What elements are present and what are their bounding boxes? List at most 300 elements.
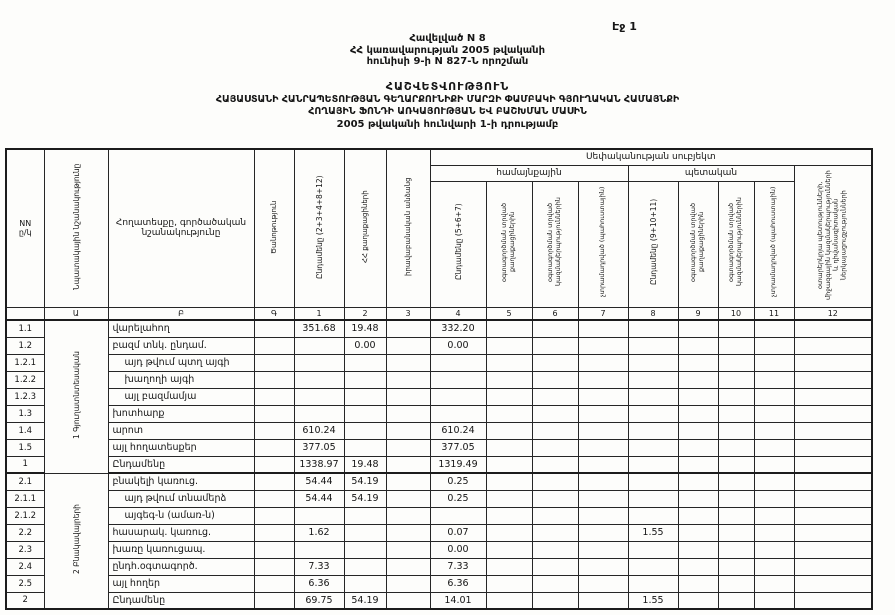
value-cell-col-3 (386, 337, 430, 354)
note-cell (254, 405, 294, 422)
value-cell-col-3 (386, 388, 430, 405)
value-cell-col-12 (794, 524, 872, 541)
value-cell-col-3 (386, 524, 430, 541)
note-cell (254, 575, 294, 592)
value-cell-col-8 (628, 490, 678, 507)
value-cell-col-3 (386, 558, 430, 575)
value-cell-col-8 (628, 558, 678, 575)
value-cell-col-2 (344, 524, 386, 541)
value-cell-col-12 (794, 320, 872, 337)
land-type-cell: բազմ տնկ. ընդամ. (108, 337, 254, 354)
value-cell-col-7 (578, 473, 628, 490)
value-cell-col-12 (794, 354, 872, 371)
value-cell-col-11 (754, 405, 794, 422)
value-cell-col-12 (794, 439, 872, 456)
value-cell-col-1: 54.44 (294, 490, 344, 507)
group-label: 1 Գյուղատնտեսական (71, 351, 81, 440)
value-cell-col-3 (386, 405, 430, 422)
value-cell-col-3 (386, 490, 430, 507)
value-cell-col-8 (628, 507, 678, 524)
value-cell-col-12 (794, 422, 872, 439)
value-cell-col-9 (678, 337, 718, 354)
value-cell-col-2 (344, 575, 386, 592)
note-cell (254, 439, 294, 456)
column-letter: Գ (254, 307, 294, 320)
value-cell-col-11 (754, 575, 794, 592)
value-cell-col-10 (718, 388, 754, 405)
value-cell-col-8 (628, 388, 678, 405)
table-row (6, 575, 872, 592)
report-title-block (0, 80, 895, 130)
value-cell-col-7 (578, 439, 628, 456)
state-citizens-header: օգտագործման տրված քաղաքացիներին (678, 181, 718, 307)
value-cell-col-12 (794, 575, 872, 592)
value-cell-col-2 (344, 422, 386, 439)
land-type-cell: այլ բազմամյա (108, 388, 254, 405)
value-cell-col-9 (678, 575, 718, 592)
value-cell-col-1: 69.75 (294, 592, 344, 609)
value-cell-col-11 (754, 354, 794, 371)
table-row (6, 439, 872, 456)
value-cell-col-2: 19.48 (344, 320, 386, 337)
appendix-line-3: հունիսի 9-ի N 827-Ն որոշման (366, 56, 529, 67)
value-cell-col-5 (486, 354, 532, 371)
value-cell-col-12 (794, 337, 872, 354)
value-cell-col-8 (628, 405, 678, 422)
value-cell-col-8 (628, 473, 678, 490)
ownership-subject-header: Սեփականության սուբյեկտ (430, 149, 872, 165)
value-cell-col-9 (678, 320, 718, 337)
value-cell-col-12 (794, 490, 872, 507)
land-type-cell: վարելահող (108, 320, 254, 337)
value-cell-col-8 (628, 541, 678, 558)
value-cell-col-1 (294, 337, 344, 354)
total-all-header: Ընդամենը (2+3+4+8+12) (294, 149, 344, 307)
value-cell-col-10 (718, 541, 754, 558)
row-number-cell: 2.1 (6, 473, 44, 490)
value-cell-col-3 (386, 422, 430, 439)
value-cell-col-4: 6.36 (430, 575, 486, 592)
row-number-cell: 1.5 (6, 439, 44, 456)
value-cell-col-8 (628, 337, 678, 354)
group-label-cell (44, 473, 108, 609)
value-cell-col-4 (430, 354, 486, 371)
value-cell-col-5 (486, 388, 532, 405)
value-cell-col-2 (344, 371, 386, 388)
value-cell-col-4: 332.20 (430, 320, 486, 337)
value-cell-col-5 (486, 422, 532, 439)
column-number: 2 (344, 307, 386, 320)
purpose-header: Նպատակային նշանակությունը (44, 149, 108, 307)
value-cell-col-1 (294, 388, 344, 405)
value-cell-col-12 (794, 473, 872, 490)
value-cell-col-6 (532, 388, 578, 405)
value-cell-col-1: 1.62 (294, 524, 344, 541)
value-cell-col-4: 0.25 (430, 473, 486, 490)
table-row (6, 320, 872, 337)
value-cell-col-8: 1.55 (628, 592, 678, 609)
value-cell-col-1 (294, 371, 344, 388)
note-cell (254, 388, 294, 405)
value-cell-col-10 (718, 592, 754, 609)
value-cell-col-11 (754, 388, 794, 405)
value-cell-col-10 (718, 371, 754, 388)
value-cell-col-4: 1319.49 (430, 456, 486, 473)
column-number: 3 (386, 307, 430, 320)
value-cell-col-8: 1.55 (628, 524, 678, 541)
value-cell-col-10 (718, 439, 754, 456)
value-cell-col-12 (794, 558, 872, 575)
row-number-cell: 1.3 (6, 405, 44, 422)
value-cell-col-3 (386, 541, 430, 558)
note-cell (254, 558, 294, 575)
value-cell-col-8 (628, 320, 678, 337)
citizens-header: ՀՀ քաղաքացիների (344, 149, 386, 307)
value-cell-col-9 (678, 473, 718, 490)
value-cell-col-1 (294, 507, 344, 524)
value-cell-col-2 (344, 405, 386, 422)
value-cell-col-1: 610.24 (294, 422, 344, 439)
table-row (6, 371, 872, 388)
appendix-reference (0, 33, 895, 68)
column-number: 6 (532, 307, 578, 320)
column-number: 11 (754, 307, 794, 320)
table-row (6, 507, 872, 524)
row-number-cell: 2.1.1 (6, 490, 44, 507)
value-cell-col-9 (678, 388, 718, 405)
value-cell-col-12 (794, 592, 872, 609)
value-cell-col-12 (794, 371, 872, 388)
community-header: համայնքային (430, 165, 628, 181)
row-number-cell: 1.1 (6, 320, 44, 337)
land-type-cell: խաղողի այգի (108, 371, 254, 388)
value-cell-col-5 (486, 524, 532, 541)
value-cell-col-9 (678, 354, 718, 371)
value-cell-col-11 (754, 320, 794, 337)
value-cell-col-2: 19.48 (344, 456, 386, 473)
value-cell-col-6 (532, 541, 578, 558)
value-cell-col-11 (754, 337, 794, 354)
land-type-cell: խոտհարք (108, 405, 254, 422)
state-header: պետական (628, 165, 794, 181)
group-total-row (6, 592, 872, 609)
value-cell-col-7 (578, 592, 628, 609)
value-cell-col-11 (754, 422, 794, 439)
value-cell-col-10 (718, 558, 754, 575)
state-total-header: Ընդամենը (9+10+11) (628, 181, 678, 307)
table-row (6, 422, 872, 439)
column-number: 7 (578, 307, 628, 320)
value-cell-col-5 (486, 541, 532, 558)
table-row (6, 490, 872, 507)
community-orgs-header: օգտագործման տրված կազմակերպություններին (532, 181, 578, 307)
landtype-header: Հողատեսքը, գործածական նշանակությունը (108, 149, 254, 307)
column-number: 4 (430, 307, 486, 320)
value-cell-col-5 (486, 439, 532, 456)
value-cell-col-10 (718, 354, 754, 371)
value-cell-col-1: 7.33 (294, 558, 344, 575)
land-type-cell: խառը կառուցապ. (108, 541, 254, 558)
value-cell-col-9 (678, 371, 718, 388)
value-cell-col-8 (628, 456, 678, 473)
note-cell (254, 473, 294, 490)
value-cell-col-4: 0.25 (430, 490, 486, 507)
value-cell-col-10 (718, 405, 754, 422)
value-cell-col-6 (532, 371, 578, 388)
note-cell (254, 524, 294, 541)
report-title: ՀԱՇՎԵՏՎՈՒԹՅՈՒՆ (385, 80, 510, 93)
value-cell-col-2 (344, 354, 386, 371)
value-cell-col-9 (678, 524, 718, 541)
community-citizens-header: օգտագործման տրված քաղաքացիներին (486, 181, 532, 307)
value-cell-col-3 (386, 354, 430, 371)
row-number-cell: 2.4 (6, 558, 44, 575)
note-cell (254, 541, 294, 558)
land-type-cell: այդ թվում պտղ այգի (108, 354, 254, 371)
value-cell-col-7 (578, 541, 628, 558)
value-cell-col-5 (486, 320, 532, 337)
value-cell-col-12 (794, 405, 872, 422)
row-number-cell: 1 (6, 456, 44, 473)
value-cell-col-2 (344, 558, 386, 575)
value-cell-col-2: 0.00 (344, 337, 386, 354)
table-row (6, 541, 872, 558)
value-cell-col-9 (678, 507, 718, 524)
value-cell-col-11 (754, 371, 794, 388)
land-type-cell: հասարակ. կառուց. (108, 524, 254, 541)
value-cell-col-4: 610.24 (430, 422, 486, 439)
value-cell-col-1: 54.44 (294, 473, 344, 490)
page-number: Էջ 1 (612, 20, 637, 33)
table-row (6, 388, 872, 405)
value-cell-col-11 (754, 541, 794, 558)
row-number-cell: 1.2.3 (6, 388, 44, 405)
value-cell-col-7 (578, 405, 628, 422)
value-cell-col-2 (344, 439, 386, 456)
land-type-cell: արոտ (108, 422, 254, 439)
value-cell-col-9 (678, 490, 718, 507)
value-cell-col-4: 377.05 (430, 439, 486, 456)
value-cell-col-7 (578, 337, 628, 354)
value-cell-col-7 (578, 354, 628, 371)
group-label: 2 Բնակավայրերի (71, 504, 81, 575)
value-cell-col-1: 1338.97 (294, 456, 344, 473)
value-cell-col-4 (430, 507, 486, 524)
value-cell-col-4 (430, 371, 486, 388)
value-cell-col-4 (430, 405, 486, 422)
value-cell-col-2: 54.19 (344, 490, 386, 507)
column-numbers-row (6, 307, 872, 320)
column-number: 8 (628, 307, 678, 320)
value-cell-col-9 (678, 592, 718, 609)
land-type-cell: Ընդամենը (108, 592, 254, 609)
appendix-line-1: Հավելված N 8 (409, 33, 486, 44)
land-type-cell: բնակելի կառուց. (108, 473, 254, 490)
column-number: 5 (486, 307, 532, 320)
value-cell-col-10 (718, 490, 754, 507)
land-type-cell: այլ հողեր (108, 575, 254, 592)
legal-entities-header: իրավաբանական անձանց (386, 149, 430, 307)
land-fund-table (5, 148, 873, 610)
value-cell-col-7 (578, 575, 628, 592)
column-number: 1 (294, 307, 344, 320)
value-cell-col-6 (532, 558, 578, 575)
header-row-ownership (6, 149, 872, 165)
value-cell-col-3 (386, 507, 430, 524)
row-number-cell: 1.2.2 (6, 371, 44, 388)
value-cell-col-6 (532, 337, 578, 354)
value-cell-col-1 (294, 405, 344, 422)
value-cell-col-6 (532, 592, 578, 609)
column-letter (6, 307, 44, 320)
value-cell-col-6 (532, 473, 578, 490)
table-row (6, 473, 872, 490)
value-cell-col-4: 0.00 (430, 337, 486, 354)
value-cell-col-1 (294, 541, 344, 558)
value-cell-col-6 (532, 524, 578, 541)
value-cell-col-1 (294, 354, 344, 371)
value-cell-col-11 (754, 592, 794, 609)
value-cell-col-9 (678, 422, 718, 439)
value-cell-col-2: 54.19 (344, 473, 386, 490)
value-cell-col-4 (430, 388, 486, 405)
value-cell-col-1: 6.36 (294, 575, 344, 592)
value-cell-col-11 (754, 558, 794, 575)
value-cell-col-10 (718, 337, 754, 354)
value-cell-col-5 (486, 507, 532, 524)
value-cell-col-12 (794, 388, 872, 405)
value-cell-col-9 (678, 558, 718, 575)
value-cell-col-3 (386, 473, 430, 490)
value-cell-col-9 (678, 456, 718, 473)
value-cell-col-5 (486, 337, 532, 354)
report-date: 2005 թվականի հունվարի 1-ի դրությամբ (336, 119, 559, 130)
foreign-header: օտարերկրյա պետությունների, միջազգային կազմակերպությունների և դիվանագիտական ներկայացուցչությունների (794, 165, 872, 307)
value-cell-col-3 (386, 456, 430, 473)
value-cell-col-1: 351.68 (294, 320, 344, 337)
value-cell-col-8 (628, 575, 678, 592)
note-cell (254, 592, 294, 609)
value-cell-col-3 (386, 592, 430, 609)
row-number-cell: 2.5 (6, 575, 44, 592)
value-cell-col-11 (754, 490, 794, 507)
value-cell-col-5 (486, 456, 532, 473)
value-cell-col-7 (578, 456, 628, 473)
value-cell-col-11 (754, 524, 794, 541)
value-cell-col-10 (718, 575, 754, 592)
value-cell-col-5 (486, 558, 532, 575)
value-cell-col-9 (678, 541, 718, 558)
group-label-cell (44, 320, 108, 473)
value-cell-col-6 (532, 490, 578, 507)
row-number-cell: 2.2 (6, 524, 44, 541)
column-number: 9 (678, 307, 718, 320)
table-row (6, 354, 872, 371)
column-number: 10 (718, 307, 754, 320)
value-cell-col-10 (718, 524, 754, 541)
row-number-cell: 1.2.1 (6, 354, 44, 371)
row-number-cell: 1.4 (6, 422, 44, 439)
nn-header: NN ը/կ (6, 149, 44, 307)
value-cell-col-3 (386, 371, 430, 388)
column-letter: Ա (44, 307, 108, 320)
value-cell-col-2 (344, 388, 386, 405)
value-cell-col-3 (386, 320, 430, 337)
table-row (6, 405, 872, 422)
value-cell-col-4: 0.00 (430, 541, 486, 558)
value-cell-col-3 (386, 439, 430, 456)
state-orgs-header: օգտագործման տրված կազմակերպություններին (718, 181, 754, 307)
value-cell-col-7 (578, 524, 628, 541)
value-cell-col-6 (532, 354, 578, 371)
value-cell-col-12 (794, 507, 872, 524)
land-type-cell: Ընդամենը (108, 456, 254, 473)
value-cell-col-6 (532, 456, 578, 473)
value-cell-col-5 (486, 592, 532, 609)
value-cell-col-10 (718, 456, 754, 473)
row-number-cell: 2.1.2 (6, 507, 44, 524)
value-cell-col-5 (486, 371, 532, 388)
land-type-cell: այդ թվում տնամերձ (108, 490, 254, 507)
note-header: Ծանոթություն (254, 149, 294, 307)
value-cell-col-10 (718, 422, 754, 439)
value-cell-col-10 (718, 473, 754, 490)
value-cell-col-11 (754, 439, 794, 456)
value-cell-col-7 (578, 558, 628, 575)
land-type-cell: ընդհ.օգտագործ. (108, 558, 254, 575)
value-cell-col-5 (486, 575, 532, 592)
column-letter: Բ (108, 307, 254, 320)
value-cell-col-7 (578, 422, 628, 439)
land-type-cell: այգեգ-ն (ամառ-ն) (108, 507, 254, 524)
value-cell-col-5 (486, 473, 532, 490)
value-cell-col-2 (344, 507, 386, 524)
note-cell (254, 507, 294, 524)
value-cell-col-2 (344, 541, 386, 558)
value-cell-col-7 (578, 388, 628, 405)
land-type-cell: այլ հողատեսքեր (108, 439, 254, 456)
table-body (6, 320, 872, 609)
row-number-cell: 2.3 (6, 541, 44, 558)
value-cell-col-6 (532, 575, 578, 592)
note-cell (254, 422, 294, 439)
note-cell (254, 337, 294, 354)
value-cell-col-2: 54.19 (344, 592, 386, 609)
value-cell-col-6 (532, 507, 578, 524)
value-cell-col-6 (532, 422, 578, 439)
value-cell-col-7 (578, 371, 628, 388)
value-cell-col-4: 0.07 (430, 524, 486, 541)
value-cell-col-1: 377.05 (294, 439, 344, 456)
value-cell-col-12 (794, 541, 872, 558)
note-cell (254, 490, 294, 507)
value-cell-col-10 (718, 320, 754, 337)
note-cell (254, 371, 294, 388)
value-cell-col-6 (532, 405, 578, 422)
value-cell-col-9 (678, 405, 718, 422)
value-cell-col-9 (678, 439, 718, 456)
value-cell-col-5 (486, 490, 532, 507)
report-subtitle-subject: ՀՈՂԱՅԻՆ ՖՈՆԴԻ ԱՌԿԱՅՈՒԹՅԱՆ ԵՎ ԲԱՇԽՄԱՆ ՄԱՍԻՆ (308, 106, 587, 117)
value-cell-col-10 (718, 507, 754, 524)
value-cell-col-8 (628, 422, 678, 439)
value-cell-col-6 (532, 320, 578, 337)
value-cell-col-8 (628, 354, 678, 371)
appendix-line-2: ՀՀ կառավարության 2005 թվականի (349, 44, 546, 56)
report-subtitle-community: ՀԱՅԱՍՏԱՆԻ ՀԱՆՐԱՊԵՏՈՒԹՅԱՆ ԳԵՂԱՐՔՈՒՆԻՔԻ ՄԱՐԶԻ ՓԱՄԲԱԿԻ ԳՅՈՒՂԱԿԱՆ ՀԱՄԱՅՆՔԻ (215, 94, 680, 105)
community-total-header: Ընդամենը (5+6+7) (430, 181, 486, 307)
value-cell-col-5 (486, 405, 532, 422)
